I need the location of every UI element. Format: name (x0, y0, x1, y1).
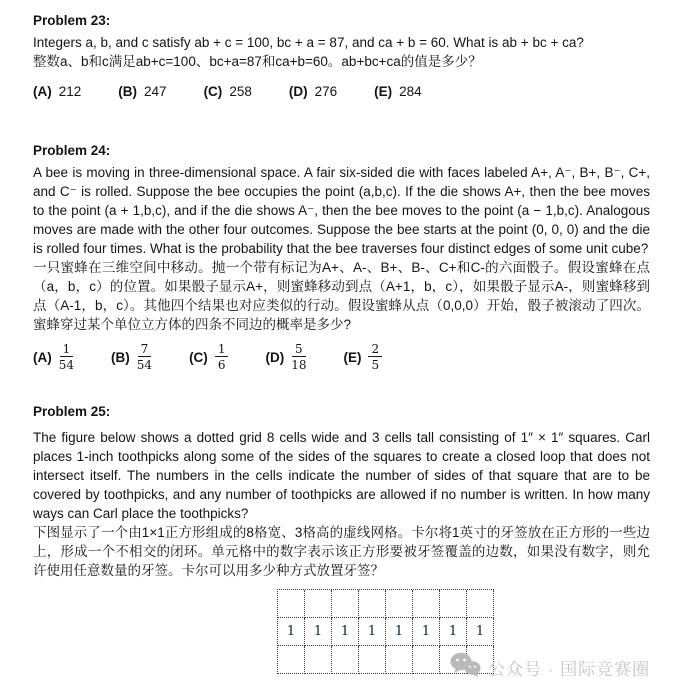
choice-value: 258 (229, 84, 252, 99)
problem-24-heading: Problem 24: (33, 143, 111, 158)
grid-cell (359, 646, 386, 674)
problem-25-english-text: The figure below shows a dotted grid 8 cells wide and 3 cells tall consisting of 1″ × 1″ squares. Carl places 1-inch toothpicks along some of the sides of the squares to create a closed loop that does not intersect itself. The numbers in the cells indicate the number of sides of that square that are to be covered by toothpicks, and any number of toothpicks are allowed if no number is written. In how many ways can Carl place the toothpicks? (33, 429, 650, 521)
choice-label: (E) (374, 84, 393, 99)
fraction (59, 342, 74, 373)
fraction-numerator: 7 (138, 342, 152, 357)
choice-label: (A) (33, 349, 52, 365)
grid-cell (305, 590, 332, 618)
choice-value: 247 (144, 84, 167, 99)
grid-cell (305, 646, 332, 674)
choice-label: (C) (203, 84, 223, 99)
choice-label: (A) (33, 84, 52, 99)
problem-23-choices (33, 84, 650, 99)
grid-cell (386, 590, 413, 618)
choice-23-A (33, 84, 81, 99)
fraction (291, 342, 306, 373)
problem-24-chinese-text: 一只蜜蜂在三维空间中移动。抛一个带有标记为A+、A-、B+、B-、C+和C-的六面骰子。假设蜜蜂在点（a，b，c）的位置。如果骰子显示A+，则蜜蜂移动到点（A+1，b，c），如果骰子显示A-，则蜜蜂移到点（A-1，b，c）。其他四个结果也对应类似的行动。假设蜜蜂从点（0,0,0）开始，骰子被滚动了四次。蜜蜂穿过某个单位立方体的四条不同边的概率是多少? (33, 260, 650, 332)
problem-24-section (33, 143, 650, 373)
choice-23-C (204, 84, 252, 99)
choice-24-A (33, 342, 74, 373)
fraction (137, 342, 152, 373)
watermark-text: 公众号 · 国际竞赛圈 (488, 660, 651, 679)
grid-cell (413, 590, 440, 618)
grid-cell (332, 646, 359, 674)
choice-label: (E) (343, 349, 362, 365)
grid-cell (278, 590, 305, 618)
choice-label: (C) (189, 349, 208, 365)
grid-cell: 1 (278, 618, 305, 646)
grid-cell (332, 590, 359, 618)
problem-23-chinese-text: 整数a、b和c满足ab+c=100、bc+a=87和ca+b=60。ab+bc+ca的值是多少？ (33, 54, 482, 69)
problem-24-english-text: A bee is moving in three-dimensional space. A fair six-sided die with faces labeled A+, A⁻, B+, B⁻, C+, and C⁻ is rolled. Suppose the bee occupies the point (a,b,c). If the die shows A+, then the bee moves to the point (a + 1,b,c), and if the die shows A⁻, then the bee moves to the point (a − 1,b,c). Analogous moves are made with the other four outcomes. Suppose the bee starts at the point (0, 0, 0) and the die is rolled four times. What is the probability that the bee traverses four distinct edges of some unit cube? (33, 165, 650, 256)
choice-23-D (289, 84, 337, 99)
fraction-denominator: 5 (371, 358, 380, 373)
problem-25-section (33, 404, 650, 674)
choice-label: (D) (265, 349, 285, 365)
fraction (215, 342, 229, 373)
fraction-numerator: 1 (60, 342, 74, 357)
grid-cell: 1 (359, 618, 386, 646)
problem-23-section (33, 13, 650, 99)
grid-cell (440, 590, 467, 618)
grid-cell (359, 590, 386, 618)
problem-24-choices (33, 342, 650, 373)
choice-23-B (118, 84, 166, 99)
fraction-numerator: 5 (292, 342, 306, 357)
fraction (368, 342, 382, 373)
choice-label: (B) (111, 349, 130, 365)
grid-cell: 1 (440, 618, 467, 646)
choice-value: 284 (399, 84, 422, 99)
grid-cell: 1 (467, 618, 494, 646)
grid-cell: 1 (386, 618, 413, 646)
choice-24-D (265, 342, 306, 373)
choice-label: (D) (288, 84, 308, 99)
choice-24-C (189, 342, 228, 373)
problem-23-english-text: Integers a, b, and c satisfy ab + c = 100, bc + a = 87, and ca + b = 60. What is ab + bc + ca? (33, 35, 584, 50)
choice-value: 276 (314, 84, 338, 99)
grid-cell (413, 646, 440, 674)
choice-24-E (343, 342, 382, 373)
choice-23-E (374, 84, 422, 99)
grid-cell: 1 (413, 618, 440, 646)
fraction-denominator: 54 (136, 358, 153, 373)
problem-25-heading: Problem 25: (33, 403, 111, 419)
grid-cell (278, 646, 305, 674)
fraction-denominator: 18 (291, 358, 307, 373)
grid-cell: 1 (332, 618, 359, 646)
problem-25-chinese-text: 下图显示了一个由1×1正方形组成的8格宽、3格高的虚线网格。卡尔将1英寸的牙签放在正方形的一些边上，形成一个不相交的闭环。单元格中的数字表示该正方形要被牙签覆盖的边数，如果没有数字，则允许使用任意数量的牙签。卡尔可以用多少种方式放置牙签？ (33, 524, 650, 578)
choice-24-B (111, 342, 152, 373)
fraction-numerator: 2 (368, 342, 382, 357)
fraction-denominator: 6 (217, 358, 226, 373)
problem-23-heading: Problem 23: (33, 13, 111, 28)
fraction-denominator: 54 (58, 358, 75, 373)
grid-cell (467, 590, 494, 618)
grid-cell: 1 (305, 618, 332, 646)
watermark (450, 652, 650, 683)
wechat-icon (450, 652, 481, 683)
grid-cell (386, 646, 413, 674)
fraction-numerator: 1 (215, 342, 229, 357)
choice-value: 212 (58, 84, 82, 99)
choice-label: (B) (118, 84, 138, 99)
